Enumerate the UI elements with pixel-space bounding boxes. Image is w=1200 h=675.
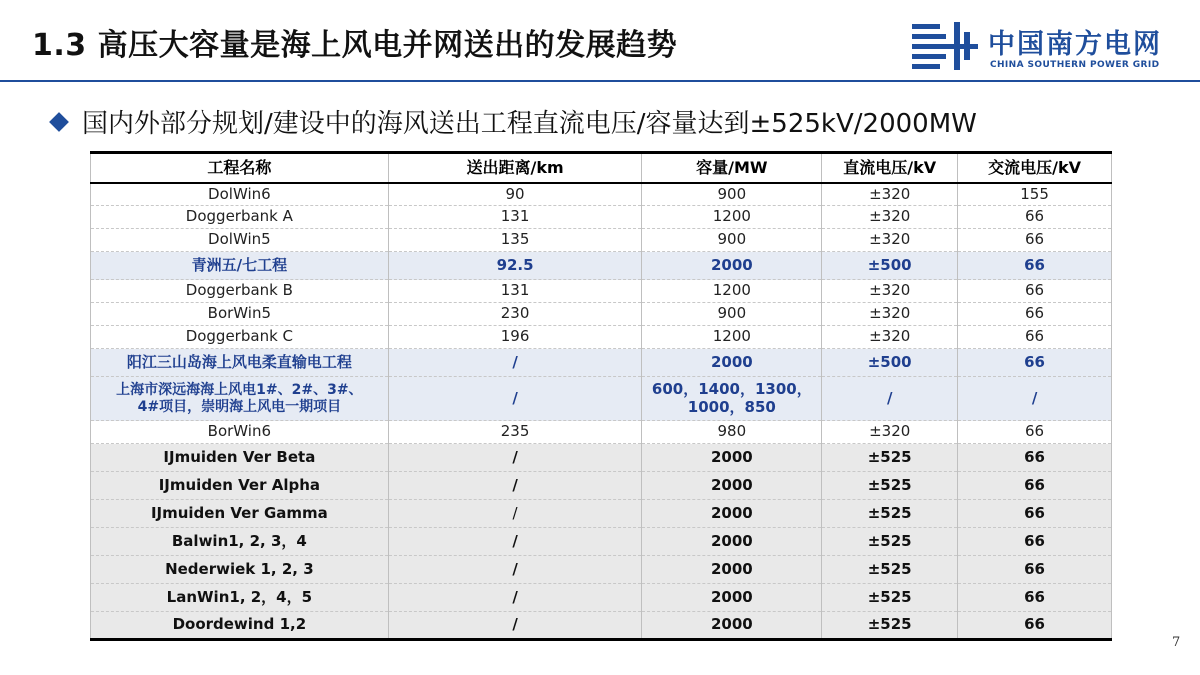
cell-dc: ±525 [822, 528, 958, 556]
diamond-bullet-icon [49, 112, 69, 132]
table-row [91, 280, 1112, 303]
cell-distance: / [388, 444, 642, 472]
cell-ac: 66 [958, 252, 1112, 280]
cell-dc: ±525 [822, 500, 958, 528]
cell-capacity: 1200 [642, 206, 822, 229]
cell-ac: 66 [958, 421, 1112, 444]
cell-distance: 235 [388, 421, 642, 444]
cell-capacity: 2000 [642, 252, 822, 280]
cell-name: Doggerbank A [91, 206, 389, 229]
table-row [91, 206, 1112, 229]
cell-distance: 196 [388, 326, 642, 349]
cell-dc: ±320 [822, 206, 958, 229]
cell-ac: 66 [958, 206, 1112, 229]
cell-distance: / [388, 528, 642, 556]
header-ac-voltage: 交流电压/kV [958, 153, 1112, 183]
cell-dc: ±320 [822, 229, 958, 252]
table-row [91, 229, 1112, 252]
cell-ac: 66 [958, 612, 1112, 640]
cell-distance: 90 [388, 183, 642, 206]
header-project-name: 工程名称 [91, 153, 389, 183]
cell-dc: ±320 [822, 280, 958, 303]
cell-ac: 66 [958, 528, 1112, 556]
cell-distance: / [388, 472, 642, 500]
cell-name: Doordewind 1,2 [91, 612, 389, 640]
table-row [91, 326, 1112, 349]
cell-ac: 66 [958, 229, 1112, 252]
cell-dc: ±525 [822, 612, 958, 640]
cell-capacity-line: 600，1400，1300， [651, 380, 812, 399]
cell-ac: 66 [958, 326, 1112, 349]
cell-name: IJmuiden Ver Alpha [91, 472, 389, 500]
cell-distance: / [388, 556, 642, 584]
cell-distance: / [388, 612, 642, 640]
header-capacity: 容量/MW [642, 153, 822, 183]
cell-capacity: 2000 [642, 556, 822, 584]
cell-name: 阳江三山岛海上风电柔直输电工程 [91, 349, 389, 377]
cell-capacity: 2000 [642, 584, 822, 612]
cell-distance: 92.5 [388, 252, 642, 280]
cell-capacity: 2000 [642, 349, 822, 377]
table-row-highlight [91, 252, 1112, 280]
cell-capacity: 2000 [642, 472, 822, 500]
cell-capacity: 2000 [642, 528, 822, 556]
cell-name: Nederwiek 1, 2, 3 [91, 556, 389, 584]
cell-dc: ±500 [822, 252, 958, 280]
page-number: 7 [1172, 635, 1181, 650]
cell-capacity: 1200 [642, 280, 822, 303]
cell-distance: 230 [388, 303, 642, 326]
cell-ac: 66 [958, 500, 1112, 528]
table-row-grey [91, 556, 1112, 584]
cell-name: Doggerbank B [91, 280, 389, 303]
cell-capacity: 900 [642, 229, 822, 252]
slide-title: 1.3 高压大容量是海上风电并网送出的发展趋势 [32, 28, 678, 63]
cell-capacity: 900 [642, 183, 822, 206]
cell-dc: / [822, 377, 958, 421]
cell-ac: 66 [958, 280, 1112, 303]
cell-ac: 66 [958, 584, 1112, 612]
cell-dc: ±500 [822, 349, 958, 377]
table-row [91, 183, 1112, 206]
logo-name-en: CHINA SOUTHERN POWER GRID [990, 60, 1160, 70]
cell-name: IJmuiden Ver Beta [91, 444, 389, 472]
table-row-grey [91, 528, 1112, 556]
cell-ac: 66 [958, 472, 1112, 500]
cell-name: BorWin6 [91, 421, 389, 444]
cell-ac: 66 [958, 349, 1112, 377]
cell-ac: 66 [958, 556, 1112, 584]
cell-capacity-line: 1000，850 [687, 397, 776, 416]
table-row-highlight [91, 377, 1112, 421]
cell-name: 青洲五/七工程 [91, 252, 389, 280]
cell-capacity: 2000 [642, 500, 822, 528]
cell-distance: / [388, 349, 642, 377]
cell-capacity [642, 377, 822, 421]
table-row-grey [91, 444, 1112, 472]
power-grid-logo-icon [910, 18, 982, 74]
table-row-highlight [91, 349, 1112, 377]
cell-name: DolWin6 [91, 183, 389, 206]
cell-name: Doggerbank C [91, 326, 389, 349]
cell-name-line: 上海市深远海海上风电1#、2#、3#、 [116, 382, 363, 399]
cell-name-line: 4#项目，崇明海上风电一期项目 [137, 398, 342, 415]
cell-ac: / [958, 377, 1112, 421]
cell-name: Balwin1, 2, 3，4 [91, 528, 389, 556]
cell-dc: ±525 [822, 584, 958, 612]
cell-dc: ±320 [822, 303, 958, 326]
cell-dc: ±525 [822, 472, 958, 500]
cell-dc: ±525 [822, 444, 958, 472]
cell-name: LanWin1, 2，4，5 [91, 584, 389, 612]
bullet-text: 国内外部分规划/建设中的海风送出工程直流电压/容量达到±525kV/2000MW [82, 109, 977, 139]
cell-capacity: 2000 [642, 612, 822, 640]
cell-name: BorWin5 [91, 303, 389, 326]
table-header-row [91, 153, 1112, 183]
table-row [91, 303, 1112, 326]
bullet-point [52, 103, 977, 140]
table-row [91, 421, 1112, 444]
cell-distance: 131 [388, 206, 642, 229]
company-logo [910, 18, 1180, 78]
cell-dc: ±320 [822, 421, 958, 444]
cell-ac: 66 [958, 303, 1112, 326]
header-distance: 送出距离/km [388, 153, 642, 183]
cell-capacity: 2000 [642, 444, 822, 472]
cell-distance: / [388, 500, 642, 528]
table-row-grey [91, 500, 1112, 528]
project-table [90, 151, 1112, 641]
cell-distance: 131 [388, 280, 642, 303]
cell-dc: ±320 [822, 326, 958, 349]
cell-dc: ±525 [822, 556, 958, 584]
table-row-grey [91, 584, 1112, 612]
table-row-grey [91, 612, 1112, 640]
cell-distance: / [388, 584, 642, 612]
cell-name [91, 377, 389, 421]
cell-name: DolWin5 [91, 229, 389, 252]
cell-distance: 135 [388, 229, 642, 252]
header-dc-voltage: 直流电压/kV [822, 153, 958, 183]
cell-distance: / [388, 377, 642, 421]
cell-ac: 155 [958, 183, 1112, 206]
logo-name-cn: 中国南方电网 [988, 29, 1162, 60]
cell-capacity: 980 [642, 421, 822, 444]
cell-dc: ±320 [822, 183, 958, 206]
cell-ac: 66 [958, 444, 1112, 472]
cell-name: IJmuiden Ver Gamma [91, 500, 389, 528]
cell-capacity: 1200 [642, 326, 822, 349]
table-row-grey [91, 472, 1112, 500]
header-divider [0, 80, 1200, 82]
cell-capacity: 900 [642, 303, 822, 326]
